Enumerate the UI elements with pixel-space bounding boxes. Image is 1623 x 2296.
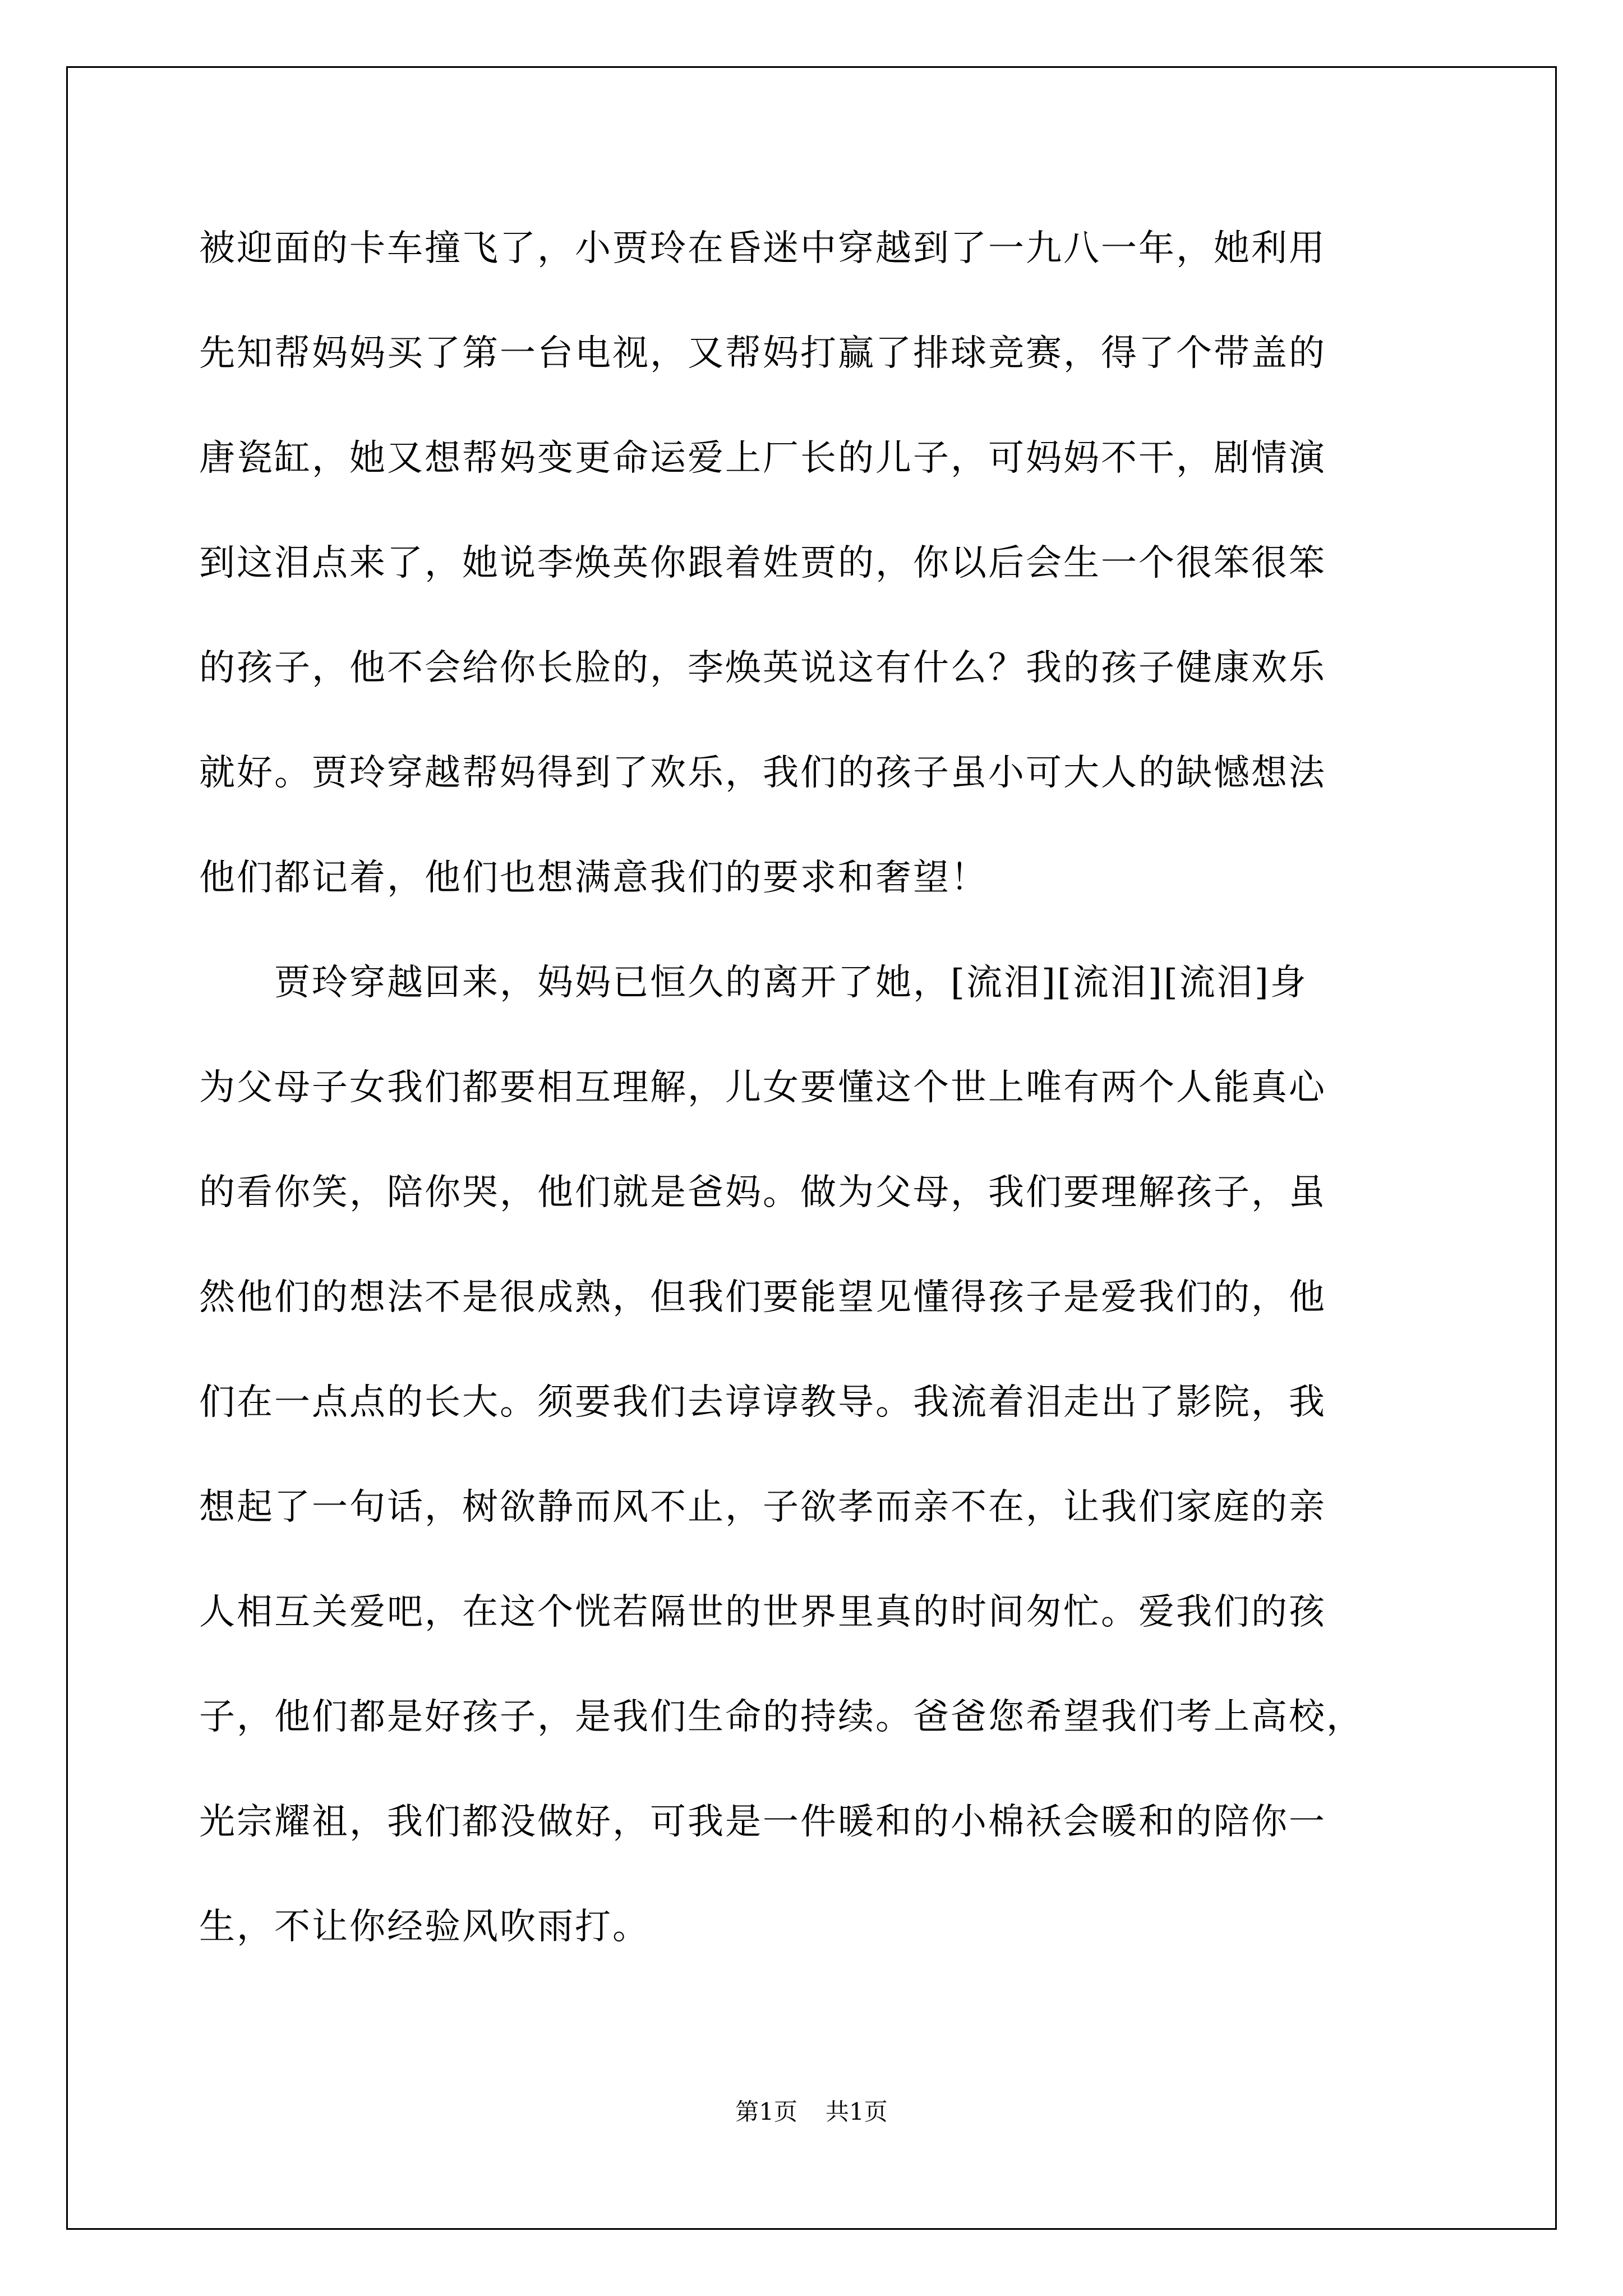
text-line: 光宗耀祖，我们都没做好，可我是一件暖和的小棉袄会暖和的陪你一: [199, 1801, 1326, 1843]
text-line: 然他们的想法不是很成熟，但我们要能望见懂得孩子是爱我们的，他: [199, 1277, 1326, 1318]
document-body: [199, 196, 1433, 1980]
text-line: 子，他们都是好孩子，是我们生命的持续。爸爸您希望我们考上高校，: [199, 1696, 1364, 1738]
page-footer: [0, 2095, 1623, 2129]
text-line: 被迎面的卡车撞飞了，小贾玲在昏迷中穿越到了一九八一年，她利用: [199, 228, 1326, 269]
text-line: 们在一点点的长大。须要我们去谆谆教导。我流着泪走出了影院，我: [199, 1382, 1326, 1423]
text-line: 的孩子，他不会给你长脸的，李焕英说这有什么？我的孩子健康欢乐: [199, 647, 1326, 689]
text-line: 他们都记着，他们也想满意我们的要求和奢望！: [199, 857, 988, 899]
text-line: 就好。贾玲穿越帮妈得到了欢乐，我们的孩子虽小可大人的缺憾想法: [199, 752, 1326, 794]
text-line: 到这泪点来了，她说李焕英你跟着姓贾的，你以后会生一个很笨很笨: [199, 542, 1326, 584]
text-line: 贾玲穿越回来，妈妈已恒久的离开了她，[流泪][流泪][流泪]身: [199, 962, 1308, 1004]
text-line: 唐瓷缸，她又想帮妈变更命运爱上厂长的儿子，可妈妈不干，剧情演: [199, 438, 1326, 479]
text-line: 想起了一句话，树欲静而风不止，子欲孝而亲不在，让我们家庭的亲: [199, 1487, 1326, 1528]
text-line: 生，不让你经验风吹雨打。: [199, 1906, 650, 1948]
page-number: 第1页: [735, 2098, 797, 2125]
page-total: 共1页: [826, 2098, 888, 2125]
text-line: 为父母子女我们都要相互理解，儿女要懂这个世上唯有两个人能真心: [199, 1067, 1326, 1108]
text-line: 的看你笑，陪你哭，他们就是爸妈。做为父母，我们要理解孩子，虽: [199, 1172, 1326, 1213]
text-line: 人相互关爱吧，在这个恍若隔世的世界里真的时间匆忙。爱我们的孩: [199, 1591, 1326, 1633]
text-line: 先知帮妈妈买了第一台电视，又帮妈打赢了排球竞赛，得了个带盖的: [199, 333, 1326, 374]
